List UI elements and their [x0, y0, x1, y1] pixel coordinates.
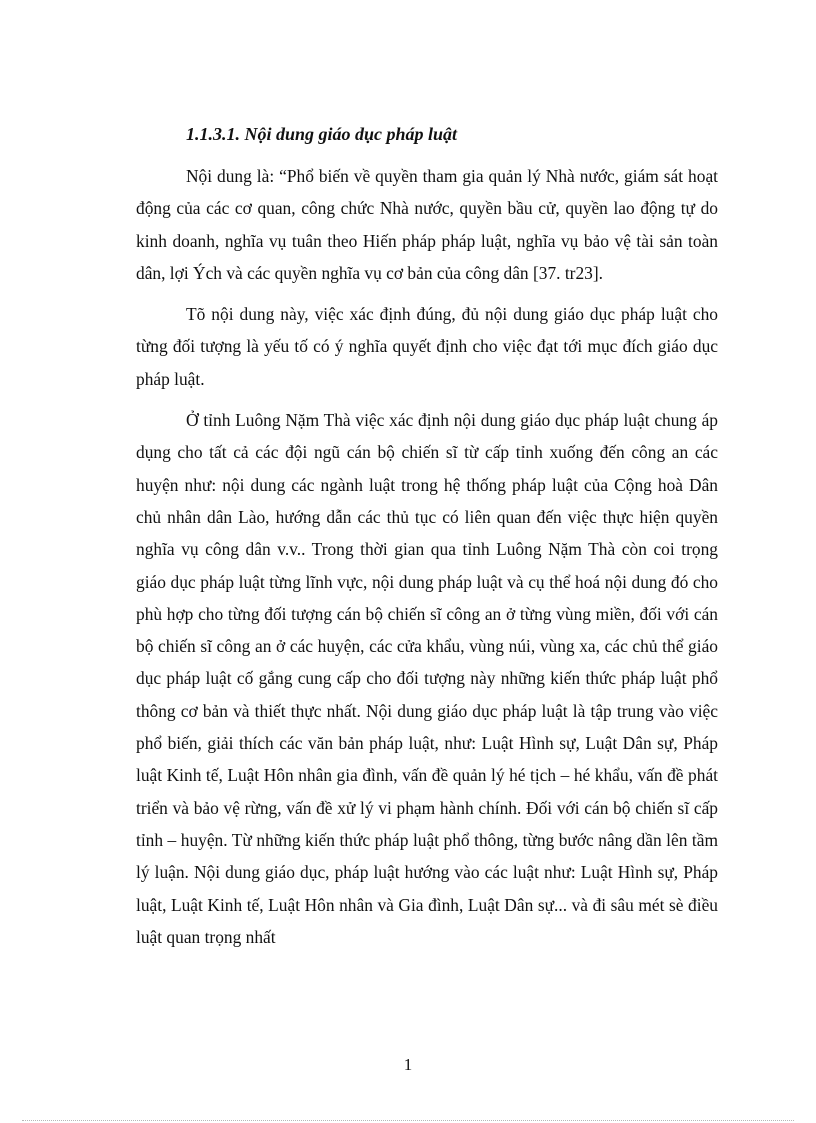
page-bottom-divider [22, 1120, 794, 1121]
section-heading: 1.1.3.1. Nội dung giáo dục pháp luật [186, 124, 458, 144]
page-number: 1 [403, 1055, 413, 1074]
paragraph-3: Ở tỉnh Luông Nặm Thà việc xác định nội dung giáo dục pháp luật chung áp dụng cho tất cả các đội ngũ cán bộ chiến sĩ từ cấp tỉnh xuống đến công an các huyện như: nội dung các ngành luật trong hệ thống pháp luật của Cộng hoà Dân chủ nhân dân Lào, hướng dẫn các thủ tục có liên quan đến việc thực hiện quyền nghĩa vụ công dân v.v.. Trong thời gian qua tỉnh Luông Nặm Thà còn coi trọng giáo dục pháp luật từng lĩnh vực, nội dung pháp luật và cụ thể hoá nội dung đó cho phù hợp cho từng đối tượng cán bộ chiến sĩ công an ở từng vùng miền, đối với cán bộ chiến sĩ công an ở các huyện, các cửa khẩu, vùng núi, vùng xa, các chủ thể giáo dục pháp luật cố gắng cung cấp cho đối tượng này những kiến thức pháp luật phổ thông cơ bản và thiết thực nhất. Nội dung giáo dục pháp luật là tập trung vào việc phổ biến, giải thích các văn bản pháp luật, như: Luật Hình sự, Luật Dân sự, Pháp luật Kinh tế, Luật Hôn nhân gia đình, vấn đề quản lý hé tịch – hé khẩu, vấn đề phát triển và bảo vệ rừng, vấn đề xử lý vi phạm hành chính. Đối với cán bộ chiến sĩ cấp tỉnh – huyện. Từ những kiến thức pháp luật phổ thông, từng bước nâng dần lên tầm lý luận. Nội dung giáo dục, pháp luật hướng vào các luật như: Luật Hình sự, Pháp luật, Luật Kinh tế, Luật Hôn nhân và Gia đình, Luật Dân sự... và đi sâu mét sè điều luật quan trọng nhất [136, 410, 718, 947]
paragraph-2: Tõ nội dung này, việc xác định đúng, đủ nội dung giáo dục pháp luật cho từng đối tượng là yếu tố có ý nghĩa quyết định cho việc đạt tới mục đích giáo dục pháp luật. [136, 304, 718, 389]
paragraph-1: Nội dung là: “Phổ biến về quyền tham gia quản lý Nhà nước, giám sát hoạt động của các cơ quan, công chức Nhà nước, quyền bầu cử, quyền lao động tự do kinh doanh, nghĩa vụ tuân theo Hiến pháp pháp luật, nghĩa vụ bảo vệ tài sản toàn dân, lợi Ých và các quyền nghĩa vụ cơ bản của công dân [37. tr23]. [136, 166, 718, 283]
document-body [136, 118, 718, 962]
